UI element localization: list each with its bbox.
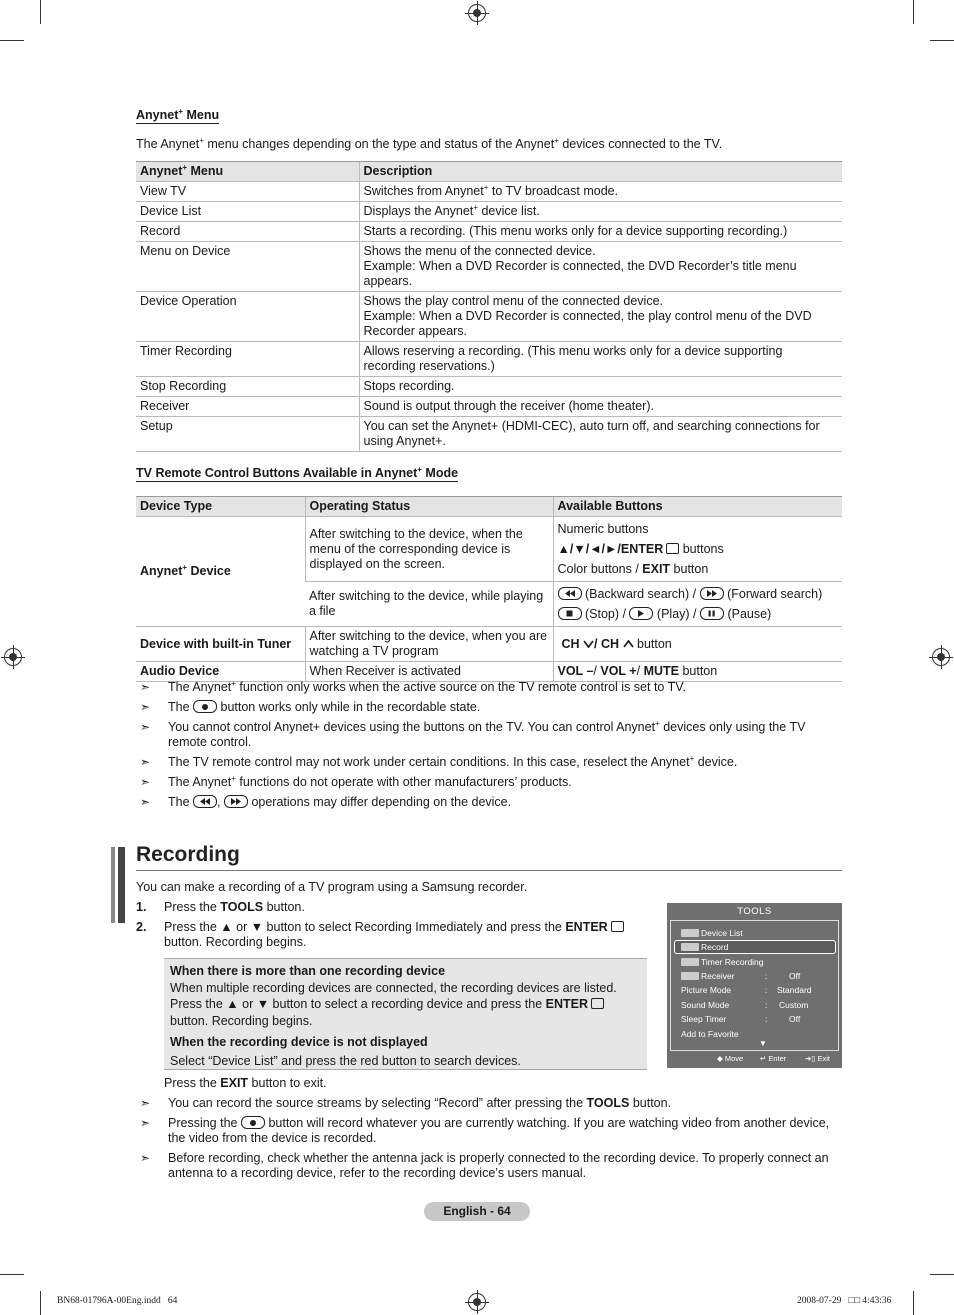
- buttons-cell: Numeric buttons ▲/▼/◄/►/ENTER buttons Color buttons / EXIT button: [553, 517, 842, 582]
- recording-intro: You can make a recording of a TV program using a Samsung recorder.: [136, 880, 528, 894]
- anynet-menu-heading: Anynet+ Menu: [136, 106, 220, 122]
- fast-forward-icon: [224, 795, 248, 808]
- status-cell: After switching to the device, when you are watching a TV program: [305, 627, 553, 662]
- enter-icon: [611, 921, 624, 932]
- buttons-cell: (Backward search) / (Forward search) (Stop) / (Play) / (Pause): [553, 582, 842, 627]
- note-arrow-icon: ➣: [140, 795, 151, 809]
- enter-icon: [666, 543, 679, 554]
- note-arrow-icon: ➣: [140, 1116, 151, 1130]
- remote-buttons-table: [136, 496, 842, 682]
- tools-menu-item: Receiver : Off: [681, 971, 831, 981]
- menu-desc: Allows reserving a recording. (This menu works only for a device supporting recording reservations.): [359, 342, 842, 377]
- table-row: [136, 292, 842, 342]
- chevron-down-icon: [583, 640, 594, 648]
- crop-mark: [40, 0, 41, 24]
- anynet-badge-icon: [681, 943, 699, 951]
- anynet-badge-icon: [681, 929, 699, 937]
- section-bar: [118, 847, 125, 923]
- status-cell: When Receiver is activated: [305, 662, 553, 682]
- pause-icon: [700, 607, 724, 620]
- footer-timestamp: 2008-07-29 □□ 4:43:36: [797, 1296, 892, 1306]
- section-bar: [111, 847, 115, 923]
- table-row: [136, 182, 842, 202]
- anynet-badge-icon: [681, 972, 699, 980]
- info-box: [164, 958, 647, 1070]
- exit-instruction: Press the EXIT button to exit.: [164, 1076, 327, 1090]
- crop-mark: [930, 40, 954, 41]
- menu-desc: Starts a recording. (This menu works only for a device supporting recording.): [359, 222, 842, 242]
- registration-mark-icon: [932, 648, 950, 666]
- menu-item: Timer Recording: [136, 342, 359, 377]
- device-tuner: Device with built-in Tuner: [136, 627, 305, 662]
- anynet-badge-icon: [681, 958, 699, 966]
- table-row: [136, 242, 842, 292]
- table-header-row: [136, 497, 842, 517]
- menu-item: View TV: [136, 182, 359, 202]
- info-box-text: Select “Device List” and press the red button to search devices.: [170, 1053, 521, 1068]
- menu-desc: Shows the menu of the connected device. Example: When a DVD Recorder is connected, the DVD Recorder’s title menu appears.: [359, 242, 842, 292]
- record-icon: [241, 1116, 265, 1129]
- col-available-buttons: Available Buttons: [553, 497, 842, 517]
- device-audio: Audio Device: [136, 662, 305, 682]
- tools-foot-exit: ➔▯ Exit: [805, 1054, 831, 1063]
- menu-desc: Stops recording.: [359, 377, 842, 397]
- buttons-cell: VOL –/ VOL +/ MUTE button: [553, 662, 842, 682]
- info-box-text: When multiple recording devices are connected, the recording devices are listed. Press the ▲ or ▼ button to select a recording device and press the ENTER button. Recording begins.: [170, 980, 617, 1028]
- scroll-down-icon: ▼: [759, 1039, 767, 1048]
- note-arrow-icon: ➣: [140, 775, 151, 789]
- menu-item: Menu on Device: [136, 242, 359, 292]
- enter-icon: [591, 998, 604, 1009]
- registration-mark-icon: [4, 648, 22, 666]
- buttons-cell: CH / CH button: [553, 627, 842, 662]
- tools-menu-title: TOOLS: [737, 906, 772, 917]
- crop-mark: [913, 0, 914, 24]
- menu-desc: Displays the Anynet+ device list.: [359, 202, 842, 222]
- tools-foot-enter: ↵ Enter: [760, 1054, 787, 1063]
- anynet-menu-intro: The Anynet+ menu changes depending on the type and status of the Anynet+ devices connected to the TV.: [136, 135, 723, 151]
- table-row: [136, 377, 842, 397]
- menu-desc: Shows the play control menu of the connected device. Example: When a DVD Recorder is connected, the play control menu of the DVD Recorder appears.: [359, 292, 842, 342]
- info-box-heading: When there is more than one recording device: [170, 964, 446, 978]
- menu-desc: You can set the Anynet+ (HDMI-CEC), auto turn off, and searching connections for using Anynet+.: [359, 417, 842, 452]
- menu-item: Record: [136, 222, 359, 242]
- table-header-row: [136, 162, 842, 182]
- tools-menu-item: Add to Favorite: [681, 1029, 739, 1039]
- table-row: [136, 222, 842, 242]
- remote-heading: TV Remote Control Buttons Available in Anynet+ Mode: [136, 464, 459, 480]
- tools-menu-item: Sleep Timer : Off: [681, 1014, 801, 1024]
- menu-item: Stop Recording: [136, 377, 359, 397]
- status-cell: After switching to the device, while playing a file: [305, 582, 553, 627]
- chevron-up-icon: [623, 640, 634, 648]
- menu-item: Device Operation: [136, 292, 359, 342]
- registration-mark-icon: [468, 1293, 486, 1311]
- note-arrow-icon: ➣: [140, 755, 151, 769]
- title-underline: [136, 870, 842, 871]
- table-row: [136, 342, 842, 377]
- crop-mark: [40, 1291, 41, 1315]
- menu-item: Device List: [136, 202, 359, 222]
- status-cell: After switching to the device, when the menu of the corresponding device is displayed on the screen.: [305, 517, 553, 582]
- note-arrow-icon: ➣: [140, 720, 151, 734]
- tools-menu-item: Sound Mode : Custom: [681, 1000, 809, 1010]
- page-title: Recording: [136, 843, 240, 866]
- col-anynet-menu: Anynet+ Menu: [136, 162, 359, 182]
- table-row: [136, 202, 842, 222]
- table-row: [136, 397, 842, 417]
- table-row: [136, 627, 842, 662]
- rewind-icon: [193, 795, 217, 808]
- menu-desc: Switches from Anynet+ to TV broadcast mode.: [359, 182, 842, 202]
- device-anynet: Anynet+ Device: [136, 517, 305, 627]
- stop-icon: [558, 607, 582, 620]
- menu-item: Receiver: [136, 397, 359, 417]
- tools-menu-item: Timer Recording: [681, 957, 764, 967]
- registration-mark-icon: [468, 4, 486, 22]
- page-number-badge: English - 64: [424, 1202, 530, 1221]
- tools-menu-screenshot: [667, 903, 842, 1068]
- note-arrow-icon: ➣: [140, 680, 151, 694]
- col-description: Description: [359, 162, 842, 182]
- crop-mark: [930, 1274, 954, 1275]
- crop-mark: [0, 1274, 24, 1275]
- tools-menu-item: Device List: [681, 928, 743, 938]
- crop-mark: [0, 40, 24, 41]
- note-arrow-icon: ➣: [140, 1151, 151, 1165]
- info-box-heading: When the recording device is not displayed: [170, 1035, 428, 1049]
- crop-mark: [913, 1291, 914, 1315]
- col-device-type: Device Type: [136, 497, 305, 517]
- rewind-icon: [558, 587, 582, 600]
- anynet-menu-table: [136, 161, 842, 452]
- table-row: [136, 417, 842, 452]
- tools-foot-move: ◆ Move: [717, 1054, 744, 1063]
- tools-menu-item: Record: [681, 942, 728, 952]
- record-icon: [193, 700, 217, 713]
- fast-forward-icon: [700, 587, 724, 600]
- note-arrow-icon: ➣: [140, 700, 151, 714]
- table-row: [136, 662, 842, 682]
- menu-item: Setup: [136, 417, 359, 452]
- footer-file-name: BN68-01796A-00Eng.indd 64: [57, 1296, 178, 1306]
- note-arrow-icon: ➣: [140, 1096, 151, 1110]
- table-row: [136, 517, 842, 582]
- tools-menu-list: [670, 920, 839, 1051]
- tools-menu-item: Picture Mode : Standard: [681, 985, 812, 995]
- col-operating-status: Operating Status: [305, 497, 553, 517]
- play-icon: [629, 607, 653, 620]
- menu-desc: Sound is output through the receiver (home theater).: [359, 397, 842, 417]
